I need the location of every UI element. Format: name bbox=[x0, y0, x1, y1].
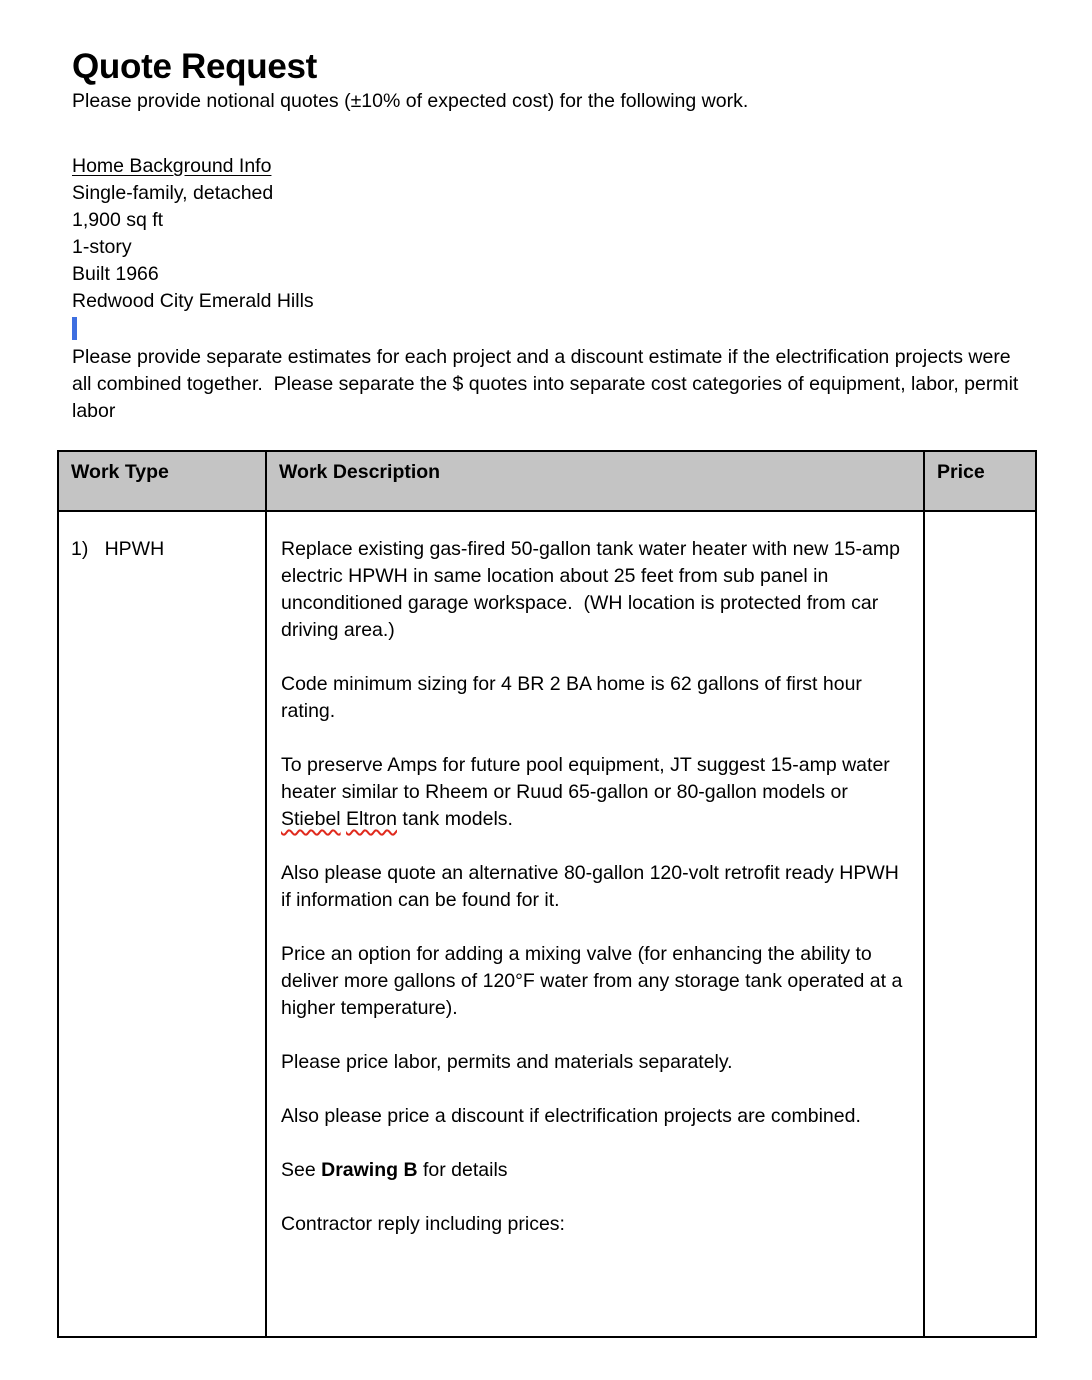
description-paragraph[interactable] bbox=[281, 752, 909, 833]
text-segment: See bbox=[281, 1159, 322, 1181]
description-paragraph[interactable] bbox=[281, 1157, 909, 1184]
background-line[interactable]: 1-story bbox=[72, 236, 132, 258]
background-line[interactable]: Built 1966 bbox=[72, 263, 159, 285]
text-segment: Contractor reply including prices: bbox=[281, 1213, 565, 1235]
quote-table bbox=[57, 450, 1037, 1338]
cursor-line[interactable] bbox=[72, 315, 1035, 342]
background-line[interactable]: 1,900 sq ft bbox=[72, 209, 164, 231]
description-paragraph[interactable] bbox=[281, 860, 909, 914]
description-paragraph[interactable] bbox=[281, 1103, 909, 1130]
document-title[interactable]: Quote Request bbox=[72, 47, 318, 86]
instructions-paragraph[interactable]: Please provide separate estimates for each project and a discount estimate if the electrification projects were all combined together. Please separate the $ quotes into separate cost categories of equipment, labor, permit labor bbox=[72, 346, 1019, 422]
header-price[interactable]: Price bbox=[924, 451, 1036, 511]
description-paragraph[interactable] bbox=[281, 536, 909, 644]
text-segment: Please price labor, permits and materials separately. bbox=[281, 1051, 733, 1073]
text-segment: Also please price a discount if electrification projects are combined. bbox=[281, 1105, 861, 1127]
text-segment: To preserve Amps for future pool equipment, JT suggest 15-amp water heater similar to Rheem or Ruud 65-gallon or 80-gallon models or bbox=[281, 754, 890, 803]
table-row bbox=[58, 511, 1036, 1337]
header-work-type[interactable]: Work Type bbox=[58, 451, 266, 511]
text-segment: for details bbox=[417, 1159, 508, 1181]
text-segment: Drawing B bbox=[321, 1159, 418, 1181]
text-segment: Also please quote an alternative 80-gallon 120-volt retrofit ready HPWH if information can be found for it. bbox=[281, 862, 899, 911]
table-header-row bbox=[58, 451, 1036, 511]
text-segment: Code minimum sizing for 4 BR 2 BA home is 62 gallons of first hour rating. bbox=[281, 673, 862, 722]
text-segment: Price an option for adding a mixing valve (for enhancing the ability to deliver more gallons of 120°F water from any storage tank operated at a higher temperature). bbox=[281, 943, 903, 1019]
misspelled-word: Eltron bbox=[346, 808, 397, 830]
description-paragraph[interactable] bbox=[281, 941, 909, 1022]
background-heading[interactable]: Home Background Info bbox=[72, 155, 272, 177]
header-work-description[interactable]: Work Description bbox=[266, 451, 924, 511]
intro-paragraph[interactable]: Please provide notional quotes (±10% of expected cost) for the following work. bbox=[72, 90, 749, 112]
text-segment: tank models. bbox=[397, 808, 513, 830]
description-paragraph[interactable] bbox=[281, 1049, 909, 1076]
text-cursor bbox=[72, 317, 77, 340]
work-description-cell[interactable] bbox=[266, 511, 924, 1337]
price-cell[interactable] bbox=[924, 511, 1036, 1337]
description-paragraph[interactable] bbox=[281, 1211, 909, 1238]
background-line[interactable]: Redwood City Emerald Hills bbox=[72, 290, 314, 312]
work-type-cell[interactable]: 1) HPWH bbox=[58, 511, 266, 1337]
background-line[interactable]: Single-family, detached bbox=[72, 182, 274, 204]
description-paragraph[interactable] bbox=[281, 671, 909, 725]
text-segment: Replace existing gas-fired 50-gallon tank water heater with new 15-amp electric HPWH in same location about 25 feet from sub panel in unconditioned garage workspace. (WH location is protected from car driving area.) bbox=[281, 538, 900, 641]
misspelled-word: Stiebel bbox=[281, 808, 341, 830]
